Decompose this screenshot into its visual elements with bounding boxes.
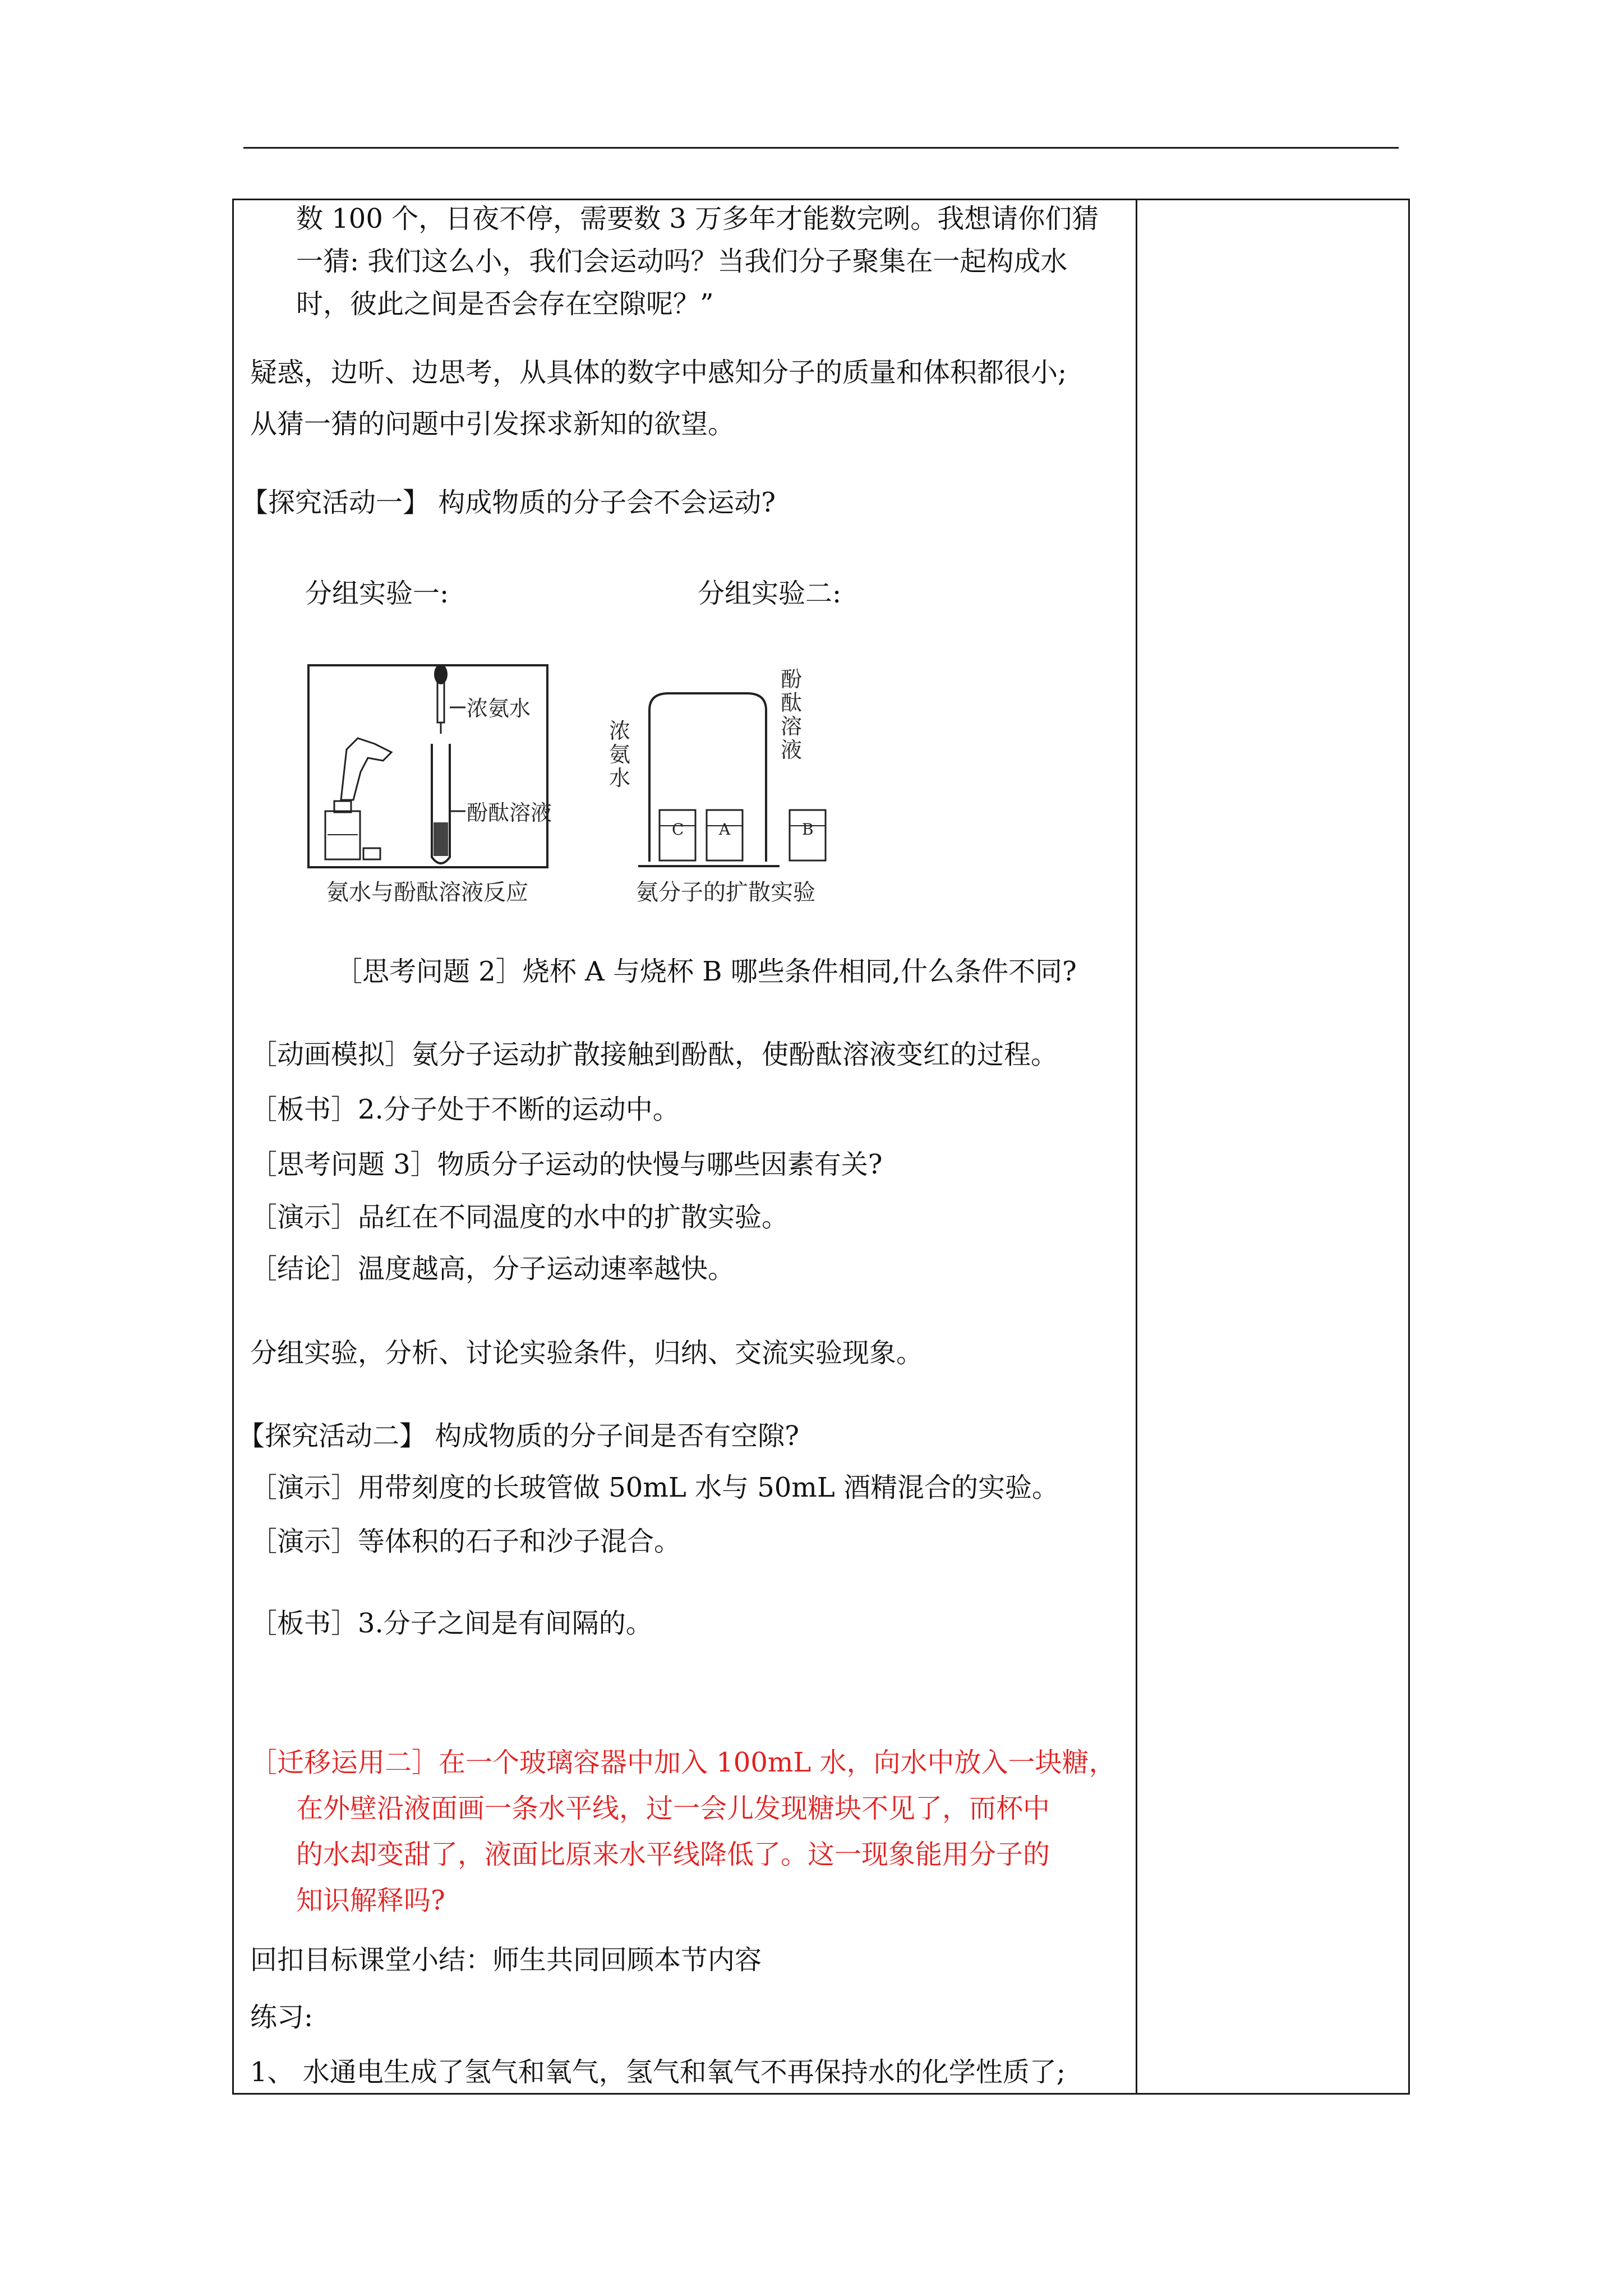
- experiment-label-1: 分组实验一:: [305, 578, 449, 609]
- transfer-exercise-line-4: 知识解释吗?: [296, 1885, 445, 1916]
- figure-2-drawing: [602, 667, 849, 918]
- transfer-exercise-line-2: 在外壁沿液面画一条水平线，过一会儿发现糖块不见了，而杯中: [296, 1793, 1050, 1824]
- conclusion-note: ［结论］温度越高，分子运动速率越快。: [250, 1253, 735, 1285]
- figure-1-caption: 氨水与酚酞溶液反应: [326, 880, 528, 905]
- header-rule: [243, 147, 1399, 149]
- question-2: ［思考问题 2］烧杯 A 与烧杯 B 哪些条件相同,什么条件不同?: [335, 956, 1077, 987]
- demo-note-3: ［演示］等体积的石子和沙子混合。: [250, 1526, 681, 1557]
- transfer-exercise-line-1: ［迁移运用二］在一个玻璃容器中加入 100mL 水，向水中放入一块糖，: [250, 1747, 1116, 1778]
- section-heading-activity-1: 【探究活动一】 构成物质的分子会不会运动?: [241, 487, 776, 518]
- demo-note-2: ［演示］用带刻度的长玻管做 50mL 水与 50mL 酒精混合的实验。: [250, 1472, 1059, 1503]
- figure-2-label-right-1: 酚: [781, 667, 803, 692]
- board-note-3: ［板书］3.分子之间是有间隔的。: [250, 1608, 653, 1639]
- figure-1-label-top: 浓氨水: [467, 696, 531, 721]
- text-line: 时，彼此之间是否会存在空隙呢？”: [296, 288, 714, 320]
- transfer-exercise-line-3: 的水却变甜了，液面比原来水平线降低了。这一现象能用分子的: [296, 1839, 1050, 1870]
- practice-item-1: 1、 水通电生成了氢气和氧气，氢气和氧气不再保持水的化学性质了;: [250, 2056, 1066, 2088]
- figure-2-label-left-2: 氨: [609, 742, 631, 767]
- figure-2-label-right-2: 酞: [781, 691, 803, 715]
- beaker-label-a: A: [719, 820, 731, 839]
- practice-heading: 练习:: [250, 2001, 313, 2033]
- beaker-label-b: B: [802, 820, 814, 839]
- figure-1-label-bottom: 酚酞溶液: [467, 800, 552, 825]
- section-heading-activity-2: 【探究活动二】 构成物质的分子间是否有空隙?: [238, 1420, 799, 1452]
- figure-2-label-right-3: 溶: [781, 714, 803, 739]
- beaker-label-c: C: [672, 820, 684, 839]
- demo-note-1: ［演示］品红在不同温度的水中的扩散实验。: [250, 1202, 789, 1233]
- summary-line: 回扣目标课堂小结：师生共同回顾本节内容: [250, 1944, 762, 1976]
- animation-note: ［动画模拟］氨分子运动扩散接触到酚酞，使酚酞溶液变红的过程。: [250, 1039, 1058, 1070]
- experiment-label-2: 分组实验二:: [698, 578, 842, 609]
- column-divider: [1136, 200, 1137, 2093]
- figure-2-label-right-4: 液: [781, 738, 803, 762]
- figure-2-label-left-1: 浓: [609, 719, 631, 743]
- question-3: ［思考问题 3］物质分子运动的快慢与哪些因素有关?: [250, 1149, 883, 1180]
- figure-1-drawing: [307, 660, 552, 912]
- text-line: 分组实验，分析、讨论实验条件，归纳、交流实验现象。: [250, 1337, 924, 1369]
- text-line: 一猜: 我们这么小，我们会运动吗？当我们分子聚集在一起构成水: [296, 246, 1068, 277]
- figure-ammonia-phenolphthalein: [307, 660, 552, 914]
- figure-2-caption: 氨分子的扩散实验: [636, 880, 815, 905]
- board-note-2: ［板书］2.分子处于不断的运动中。: [250, 1094, 680, 1125]
- figure-2-label-left-3: 水: [609, 766, 631, 790]
- figure-ammonia-diffusion: [602, 667, 849, 920]
- text-line: 疑惑，边听、边思考，从具体的数字中感知分子的质量和体积都很小;: [250, 357, 1067, 388]
- text-line: 从猜一猜的问题中引发探求新知的欲望。: [250, 408, 735, 440]
- text-line: 数 100 个，日夜不停，需要数 3 万多年才能数完咧。我想请你们猜: [296, 203, 1099, 234]
